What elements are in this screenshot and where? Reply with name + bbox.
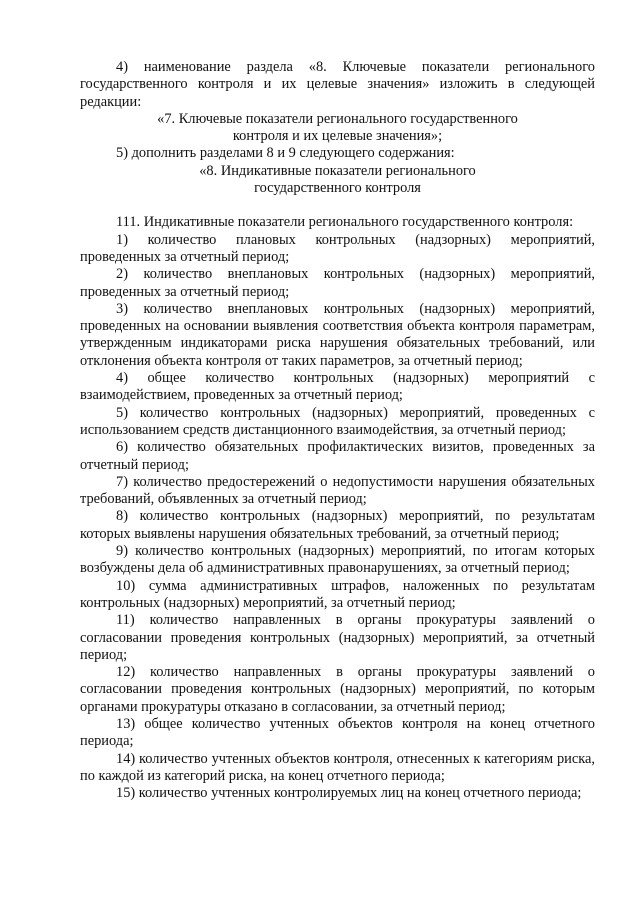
list-item-13: 13) общее количество учтенных объектов контроля на конец отчетного периода; [80,715,595,750]
list-item-4: 4) общее количество контрольных (надзорных) мероприятий с взаимодействием, проведенных за отчетный период; [80,370,595,404]
list-item-14: 14) количество учтенных объектов контроля, отнесенных к категориям риска, по каждой из категорий риска, на конец отчетного периода; [80,750,595,784]
document-page [80,59,595,802]
list-item-6: 6) количество обязательных профилактических визитов, проведенных за отчетный период; [80,439,595,473]
list-item-12: 12) количество направленных в органы прокуратуры заявлений о согласовании проведения контрольных (надзорных) мероприятий, по которым органами прокуратуры отказано в согласовании, за отчетный период; [80,664,595,715]
list-item-5: 5) количество контрольных (надзорных) мероприятий, проведенных с использованием средств дистанционного взаимодействия, за отчетный период; [80,404,595,438]
section-7-heading-line-1: «7. Ключевые показатели регионального государственного [157,110,518,127]
list-item-3: 3) количество внеплановых контрольных (надзорных) мероприятий, проведенных на основании выявления соответствия объекта контроля параметрам, утвержденным индикаторами риска нарушения обязательных требований, или отклонения объекта контроля от таких параметров, за отчетный период; [80,300,595,369]
section-8-heading-line-2: государственного контроля [254,180,421,197]
list-item-8: 8) количество контрольных (надзорных) мероприятий, по результатам которых выявлены нарушения обязательных требований, за отчетный период; [80,508,595,542]
list-item-9: 9) количество контрольных (надзорных) мероприятий, по итогам которых возбуждены дела об административных правонарушениях, за отчетный период; [80,543,595,577]
blank-line [80,197,595,214]
list-item-15: 15) количество учтенных контролируемых лиц на конец отчетного периода; [116,785,582,802]
list-item-7: 7) количество предостережений о недопустимости нарушения обязательных требований, объявленных за отчетный период; [80,473,595,508]
paragraph-item-5: 5) дополнить разделами 8 и 9 следующего содержания: [116,145,455,162]
paragraph-item-4: 4) наименование раздела «8. Ключевые показатели регионального государственного контроля и их целевые значения» изложить в следующей редакции: [80,59,595,110]
list-item-1: 1) количество плановых контрольных (надзорных) мероприятий, проведенных за отчетный период; [80,231,595,265]
section-8-heading-line-1: «8. Индикативные показатели регионального [199,162,476,179]
list-item-2: 2) количество внеплановых контрольных (надзорных) мероприятий, проведенных за отчетный период; [80,266,595,300]
section-7-heading-line-2: контроля и их целевые значения»; [232,128,443,145]
list-item-10: 10) сумма административных штрафов, наложенных по результатам контрольных (надзорных) мероприятий, за отчетный период; [80,577,595,611]
list-item-11: 11) количество направленных в органы прокуратуры заявлений о согласовании проведения контрольных (надзорных) мероприятий, за отчетный период; [80,612,595,663]
paragraph-intro-111: 111. Индикативные показатели регионального государственного контроля: [116,214,574,231]
